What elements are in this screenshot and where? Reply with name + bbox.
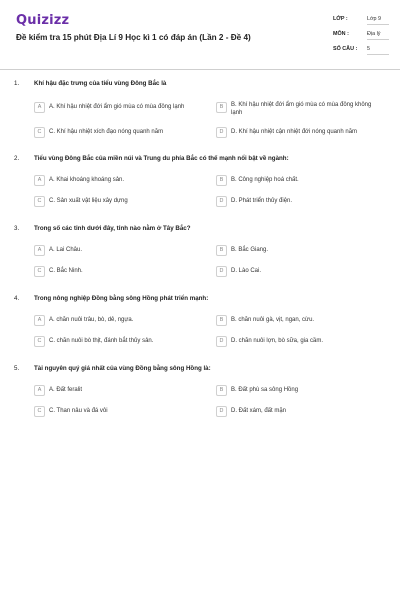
option-text: C. Bắc Ninh. xyxy=(49,268,83,274)
option-d[interactable] xyxy=(216,127,386,141)
option-text: B. Công nghiệp hoá chất. xyxy=(231,177,299,183)
option-a[interactable] xyxy=(34,385,204,399)
question-5 xyxy=(14,365,386,425)
option-c[interactable] xyxy=(34,406,204,420)
meta-class-label: LỚP : xyxy=(333,16,348,22)
question-text: Trong nông nghiệp Đồng bằng sông Hồng phát triển mạnh: xyxy=(34,295,209,302)
question-number: 2. xyxy=(14,155,20,162)
option-d[interactable] xyxy=(216,196,386,210)
option-letter-a: A xyxy=(34,385,45,396)
option-letter-d: D xyxy=(216,406,227,417)
option-letter-d: D xyxy=(216,196,227,207)
option-text: D. Khí hậu nhiệt cận nhiệt đới nóng quanh năm xyxy=(231,129,358,135)
worksheet-header xyxy=(0,0,400,70)
worksheet-title: Đề kiểm tra 15 phút Địa Lí 9 Học kì 1 có đáp án (Lần 2 - Đề 4) xyxy=(16,33,251,42)
option-text: A. chăn nuôi trâu, bò, dê, ngựa. xyxy=(49,317,134,323)
meta-subject-value: Địa lý xyxy=(367,31,381,37)
option-b[interactable] xyxy=(216,385,386,399)
option-text: B. chăn nuôi gà, vịt, ngan, cừu. xyxy=(231,317,315,323)
question-4 xyxy=(14,295,386,355)
option-c[interactable] xyxy=(34,127,204,141)
option-letter-b: B xyxy=(216,385,227,396)
option-letter-c: C xyxy=(34,406,45,417)
option-letter-a: A xyxy=(34,245,45,256)
option-text: A. Khai khoáng khoáng sản. xyxy=(49,177,125,183)
question-number: 5. xyxy=(14,365,20,372)
meta-count-value: 5 xyxy=(367,46,370,52)
option-letter-b: B xyxy=(216,102,227,113)
option-text: B. Đất phù sa sông Hồng xyxy=(231,387,299,393)
option-letter-c: C xyxy=(34,266,45,277)
option-a[interactable] xyxy=(34,315,204,329)
question-text: Tài nguyên quý giá nhất của vùng Đồng bằng sông Hồng là: xyxy=(34,365,211,372)
option-text: D. Đất xám, đất mặn xyxy=(231,408,287,414)
option-b[interactable] xyxy=(216,315,386,329)
option-letter-a: A xyxy=(34,102,45,113)
quizizz-logo: Quizizz xyxy=(16,13,70,28)
option-text: C. Khí hậu nhiệt xích đạo nóng quanh năm xyxy=(49,129,164,135)
option-d[interactable] xyxy=(216,266,386,280)
option-text: A. Đất feralit xyxy=(49,387,83,393)
meta-class-value: Lớp 9 xyxy=(367,16,382,22)
option-letter-d: D xyxy=(216,127,227,138)
option-c[interactable] xyxy=(34,266,204,280)
option-text: B. Bắc Giang. xyxy=(231,247,269,253)
option-letter-c: C xyxy=(34,127,45,138)
option-letter-a: A xyxy=(34,315,45,326)
option-a[interactable] xyxy=(34,245,204,259)
option-text: D. chăn nuôi lợn, bò sữa, gia cầm. xyxy=(231,338,323,344)
option-text: C. Than nâu và đá vôi xyxy=(49,408,108,414)
option-letter-b: B xyxy=(216,245,227,256)
question-1 xyxy=(14,80,386,140)
question-text: Tiểu vùng Đông Bắc của miền núi và Trung du phía Bắc có thế mạnh nổi bật về ngành: xyxy=(34,155,289,162)
question-3 xyxy=(14,225,386,285)
question-text: Trong số các tỉnh dưới đây, tỉnh nào nằm ở Tây Bắc? xyxy=(34,225,191,232)
meta-subject-label: MÔN : xyxy=(333,31,349,37)
question-number: 4. xyxy=(14,295,20,302)
option-b[interactable] xyxy=(216,245,386,259)
option-text: D. Phát triển thủy điện. xyxy=(231,198,293,204)
option-text: D. Lào Cai. xyxy=(231,268,262,274)
question-number: 3. xyxy=(14,225,20,232)
option-text: B. Khí hậu nhiệt đới ẩm gió mùa có mùa đông không lạnh xyxy=(231,102,372,116)
option-c[interactable] xyxy=(34,196,204,210)
meta-count-label: SỐ CÂU : xyxy=(333,46,358,52)
option-a[interactable] xyxy=(34,175,204,189)
option-a[interactable] xyxy=(34,102,204,116)
option-letter-b: B xyxy=(216,315,227,326)
option-letter-d: D xyxy=(216,266,227,277)
question-text: Khí hậu đặc trưng của tiểu vùng Đông Bắc là xyxy=(34,80,167,87)
option-text: C. chăn nuôi bò thịt, đánh bắt thủy sản. xyxy=(49,338,154,344)
option-d[interactable] xyxy=(216,336,386,350)
option-d[interactable] xyxy=(216,406,386,420)
option-letter-c: C xyxy=(34,336,45,347)
option-text: A. Khí hậu nhiệt đới ẩm gió mùa có mùa đông lạnh xyxy=(49,104,185,110)
option-letter-d: D xyxy=(216,336,227,347)
option-letter-a: A xyxy=(34,175,45,186)
question-2 xyxy=(14,155,386,215)
option-text: C. Sản xuất vật liệu xây dựng xyxy=(49,198,128,204)
option-c[interactable] xyxy=(34,336,204,350)
question-number: 1. xyxy=(14,80,20,87)
option-b[interactable] xyxy=(216,175,386,189)
option-letter-c: C xyxy=(34,196,45,207)
option-text: A. Lai Châu. xyxy=(49,247,83,253)
option-letter-b: B xyxy=(216,175,227,186)
option-b[interactable] xyxy=(216,102,386,116)
